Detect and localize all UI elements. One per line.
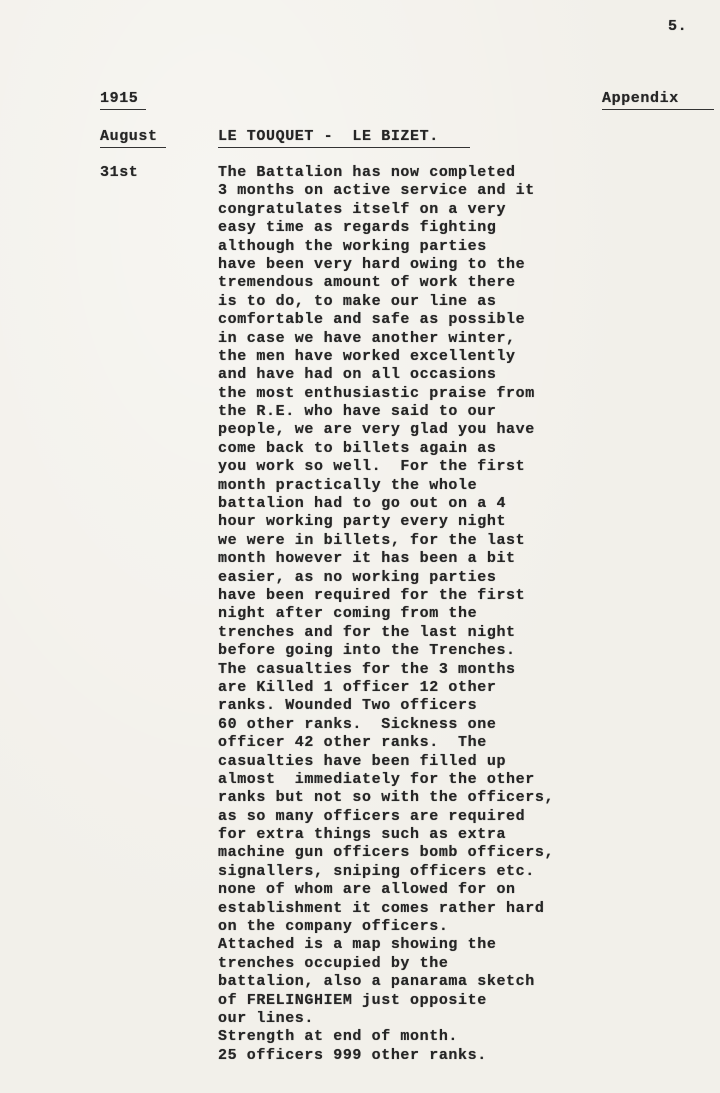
month-heading: August: [100, 128, 158, 145]
entry-line: ranks but not so with the officers,: [218, 789, 555, 807]
entry-line: our lines.: [218, 1009, 315, 1027]
entry-line: easier, as no working parties: [218, 568, 497, 586]
entry-body: [218, 164, 698, 1065]
entry-line: have been very hard owing to the: [218, 255, 526, 273]
entry-line: 3 months on active service and it: [218, 182, 535, 200]
entry-line: trenches occupied by the: [218, 954, 449, 972]
entry-line: officer 42 other ranks. The: [218, 734, 487, 752]
entry-line: for extra things such as extra: [218, 826, 507, 844]
entry-line: before going into the Trenches.: [218, 642, 516, 660]
appendix-underline: [602, 109, 714, 110]
entry-line: the R.E. who have said to our: [218, 403, 497, 421]
entry-line: night after coming from the: [218, 605, 478, 623]
entry-line: none of whom are allowed for on: [218, 881, 516, 899]
entry-line: as so many officers are required: [218, 807, 526, 825]
entry-line: month however it has been a bit: [218, 550, 516, 568]
entry-line: trenches and for the last night: [218, 623, 516, 641]
entry-line: month practically the whole: [218, 476, 478, 494]
entry-line: casualties have been filled up: [218, 752, 507, 770]
year-heading: 1915: [100, 90, 139, 107]
entry-line: on the company officers.: [218, 918, 449, 936]
entry-line: are Killed 1 officer 12 other: [218, 678, 497, 696]
entry-line: Strength at end of month.: [218, 1028, 459, 1046]
entry-line: is to do, to make our line as: [218, 292, 497, 310]
entry-line: easy time as regards fighting: [218, 219, 497, 237]
entry-line: hour working party every night: [218, 513, 507, 531]
entry-line: the men have worked excellently: [218, 347, 516, 365]
entry-line: Attached is a map showing the: [218, 936, 497, 954]
entry-line: people, we are very glad you have: [218, 421, 535, 439]
entry-line: of FRELINGHIEM just opposite: [218, 991, 487, 1009]
entry-line: almost immediately for the other: [218, 770, 535, 788]
page-number: 5.: [668, 18, 688, 35]
entry-line: come back to billets again as: [218, 439, 497, 457]
entry-line: signallers, sniping officers etc.: [218, 862, 535, 880]
entry-line: tremendous amount of work there: [218, 274, 516, 292]
location-heading: LE TOUQUET - LE BIZET.: [218, 128, 439, 145]
entry-line: 60 other ranks. Sickness one: [218, 715, 497, 733]
entry-line: 25 officers 999 other ranks.: [218, 1046, 487, 1064]
entry-line: The casualties for the 3 months: [218, 660, 516, 678]
year-underline: [100, 109, 146, 110]
entry-line: comfortable and safe as possible: [218, 311, 526, 329]
entry-line: we were in billets, for the last: [218, 531, 526, 549]
appendix-heading: Appendix: [602, 90, 679, 107]
entry-day: 31st: [100, 164, 139, 181]
entry-line: establishment it comes rather hard: [218, 899, 545, 917]
entry-line: The Battalion has now completed: [218, 164, 516, 181]
entry-line: machine gun officers bomb officers,: [218, 844, 555, 862]
entry-line: battalion had to go out on a 4: [218, 495, 507, 513]
month-underline: [100, 147, 166, 148]
location-underline: [218, 147, 470, 148]
entry-line: battalion, also a panarama sketch: [218, 973, 535, 991]
entry-line: congratulates itself on a very: [218, 200, 507, 218]
entry-line: and have had on all occasions: [218, 366, 497, 384]
entry-line: although the working parties: [218, 237, 487, 255]
entry-line: in case we have another winter,: [218, 329, 516, 347]
entry-line: have been required for the first: [218, 586, 526, 604]
entry-line: the most enthusiastic praise from: [218, 384, 535, 402]
entry-line: you work so well. For the first: [218, 458, 526, 476]
entry-line: ranks. Wounded Two officers: [218, 697, 478, 715]
